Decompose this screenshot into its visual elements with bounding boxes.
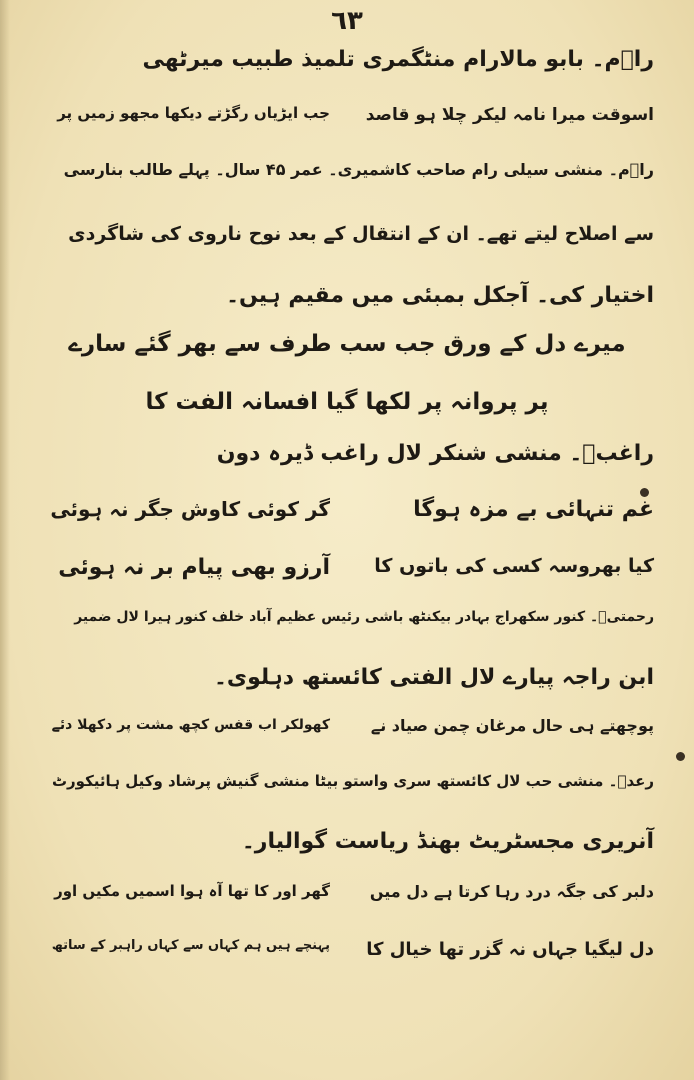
couplet-line-right: پوچھتے ہی حال مرغان چمن صیاد نے <box>370 716 654 735</box>
couplet-line-left: گر کوئی کاوش جگر نہ ہوئی <box>50 497 330 521</box>
verse-line: پر پروانہ پر لکھا گیا افسانہ الفت کا <box>145 389 549 415</box>
couplet-line-right: اسوقت میرا نامہ لیکر چلا ہو قاصد <box>365 105 654 125</box>
poet-heading-raad: رعدؔ۔ منشی حب لال کائستھ سری واستو بیٹا منشی گنیش پرشاد وکیل ہائیکورٹ <box>51 772 654 790</box>
couplet-line-left: گھر اور کا تھا آہ ہوا اسمیں مکیں اور <box>54 882 330 900</box>
verse-line: میرے دل کے ورق جب سب طرف سے بھر گئے سارے <box>68 331 626 357</box>
couplet-line-left: کھولکر اب قفس کچھ مشت پر دکھلا دئے <box>51 717 330 733</box>
poet-bio-line: راؔم۔ منشی سیلی رام صاحب کاشمیری۔ عمر ۴۵ سال۔ پہلے طالب بنارسی <box>63 160 654 179</box>
couplet-line-right: دل لیگیا جہاں نہ گزر تھا خیال کا <box>366 939 654 960</box>
couplet-line-right: غم تنہائی بے مزہ ہوگا <box>413 497 654 522</box>
poet-heading-rahmati: رحمتیؔ۔ کنور سکھراج بہادر بیکنٹھ باشی رئیس عظیم آباد خلف کنور ہیرا لال ضمیر <box>74 609 654 625</box>
poet-bio-line: آنریری مجسٹریٹ بھنڈ ریاست گوالیار۔ <box>241 829 654 854</box>
couplet-line-left: جب ایڑیاں رگڑتے دیکھا مجھو زمیں پر <box>57 104 330 122</box>
page-edge-shadow <box>0 0 10 1080</box>
ink-mark <box>676 752 685 761</box>
couplet-line-left: پہنچے ہیں ہم کہاں سے کہاں راہبر کے ساتھ <box>51 938 330 953</box>
poet-heading-raghib: راغبؔ۔ منشی شنکر لال راغب ڈیرہ دون <box>216 441 654 466</box>
page-number: ٦٣ <box>331 6 363 36</box>
poet-bio-line: ابن راجہ پیارے لال الفتی کائستھ دہلوی۔ <box>214 665 654 690</box>
poet-heading-ram-babu: راؔم۔ بابو مالارام منٹگمری تلمیذ طبیب میرٹھی <box>142 47 654 72</box>
poet-bio-line: سے اصلاح لیتے تھے۔ ان کے انتقال کے بعد نوح ناروی کی شاگردی <box>68 223 654 245</box>
couplet-line-left: آرزو بھی پیام بر نہ ہوئی <box>58 555 330 580</box>
couplet-line-right: کیا بھروسہ کسی کی باتوں کا <box>374 555 654 577</box>
couplet-line-right: دلبر کی جگہ درد رہا کرتا ہے دل میں <box>369 882 654 901</box>
poet-bio-line: اختیار کی۔ آجکل بمبئی میں مقیم ہیں۔ <box>226 283 654 308</box>
